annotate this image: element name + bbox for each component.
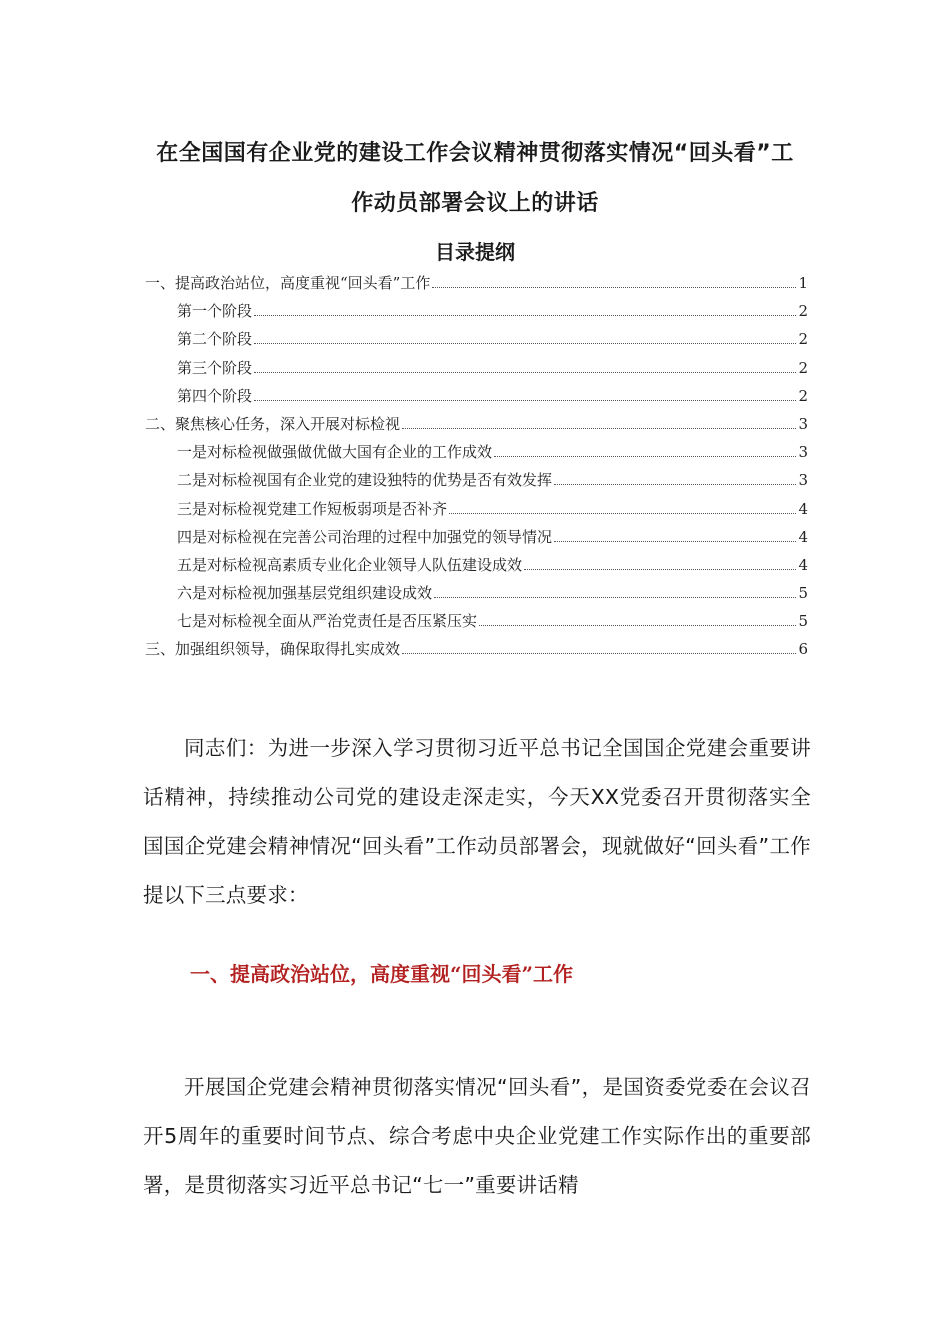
toc-page-number: 3 [798,443,808,462]
toc-entry-text: 第四个阶段 [177,386,253,405]
toc-entry[interactable] [145,357,808,385]
toc-leader-dots [449,513,796,514]
toc-entry-text: 三、加强组织领导，确保取得扎实成效 [145,640,401,659]
toc-entry-text: 第一个阶段 [177,302,253,321]
toc-entry[interactable] [145,469,808,497]
toc-entry-text: 七是对标检视全面从严治党责任是否压紧压实 [177,612,478,631]
toc-entry[interactable] [145,300,808,328]
toc-page-number: 5 [798,612,808,631]
section-heading: 一、提高政治站位，高度重视“回头看”工作 [190,962,574,986]
toc-entry[interactable] [145,526,808,554]
toc-entry[interactable] [145,413,808,441]
toc-entry-text: 六是对标检视加强基层党组织建设成效 [177,584,433,603]
toc-page-number: 6 [798,640,808,659]
toc-leader-dots [402,653,796,654]
table-of-contents [145,272,808,667]
toc-heading: 目录提纲 [435,240,515,264]
toc-entry[interactable] [145,441,808,469]
toc-leader-dots [434,597,796,598]
toc-entry-text: 一是对标检视做强做优做大国有企业的工作成效 [177,443,493,462]
toc-entry[interactable] [145,272,808,300]
toc-page-number: 3 [798,471,808,490]
intro-paragraph: 同志们：为进一步深入学习贯彻习近平总书记全国国企党建会重要讲话精神，持续推动公司党的建设走深走实，今天XX党委召开贯彻落实全国国企党建会精神情况“回头看”工作动员部署会，现就做好“回头看”工作提以下三点要求： [143,736,811,907]
document-title-line2: 作动员部署会议上的讲话 [351,191,599,216]
toc-entry[interactable] [145,582,808,610]
toc-page-number: 2 [798,358,808,377]
toc-entry-text: 二、聚焦核心任务，深入开展对标检视 [145,414,401,433]
toc-entry[interactable] [145,328,808,356]
toc-entry[interactable] [145,385,808,413]
toc-leader-dots [554,541,796,542]
toc-entry-text: 四是对标检视在完善公司治理的过程中加强党的领导情况 [177,527,553,546]
toc-page-number: 4 [798,555,808,574]
toc-entry-text: 第三个阶段 [177,358,253,377]
document-title-line1: 在全国国有企业党的建设工作会议精神贯彻落实情况“回头看”工 [156,141,794,166]
toc-entry-text: 五是对标检视高素质专业化企业领导人队伍建设成效 [177,555,523,574]
toc-leader-dots [432,287,796,288]
toc-leader-dots [479,625,796,626]
toc-leader-dots [524,569,796,570]
toc-page-number: 2 [798,386,808,405]
toc-page-number: 2 [798,330,808,349]
toc-page-number: 5 [798,584,808,603]
toc-leader-dots [402,428,796,429]
toc-leader-dots [254,372,796,373]
toc-leader-dots [494,456,796,457]
toc-leader-dots [254,343,796,344]
toc-entry[interactable] [145,554,808,582]
toc-entry[interactable] [145,498,808,526]
toc-entry-text: 二是对标检视国有企业党的建设独特的优势是否有效发挥 [177,471,553,490]
toc-entry-text: 第二个阶段 [177,330,253,349]
toc-entry[interactable] [145,610,808,638]
toc-entry-text: 一、提高政治站位，高度重视“回头看”工作 [145,274,431,292]
toc-leader-dots [254,400,796,401]
toc-entry-text: 三是对标检视党建工作短板弱项是否补齐 [177,499,448,518]
toc-page-number: 4 [798,499,808,518]
toc-page-number: 4 [798,527,808,546]
section-paragraph: 开展国企党建会精神贯彻落实情况“回头看”，是国资委党委在会议召开5周年的重要时间节点、综合考虑中央企业党建工作实际作出的重要部署，是贯彻落实习近平总书记“七一”重要讲话精 [143,1075,811,1197]
toc-leader-dots [554,484,796,485]
toc-page-number: 1 [798,274,808,292]
toc-leader-dots [254,315,796,316]
toc-page-number: 3 [798,414,808,433]
toc-page-number: 2 [798,302,808,321]
toc-entry[interactable] [145,638,808,666]
